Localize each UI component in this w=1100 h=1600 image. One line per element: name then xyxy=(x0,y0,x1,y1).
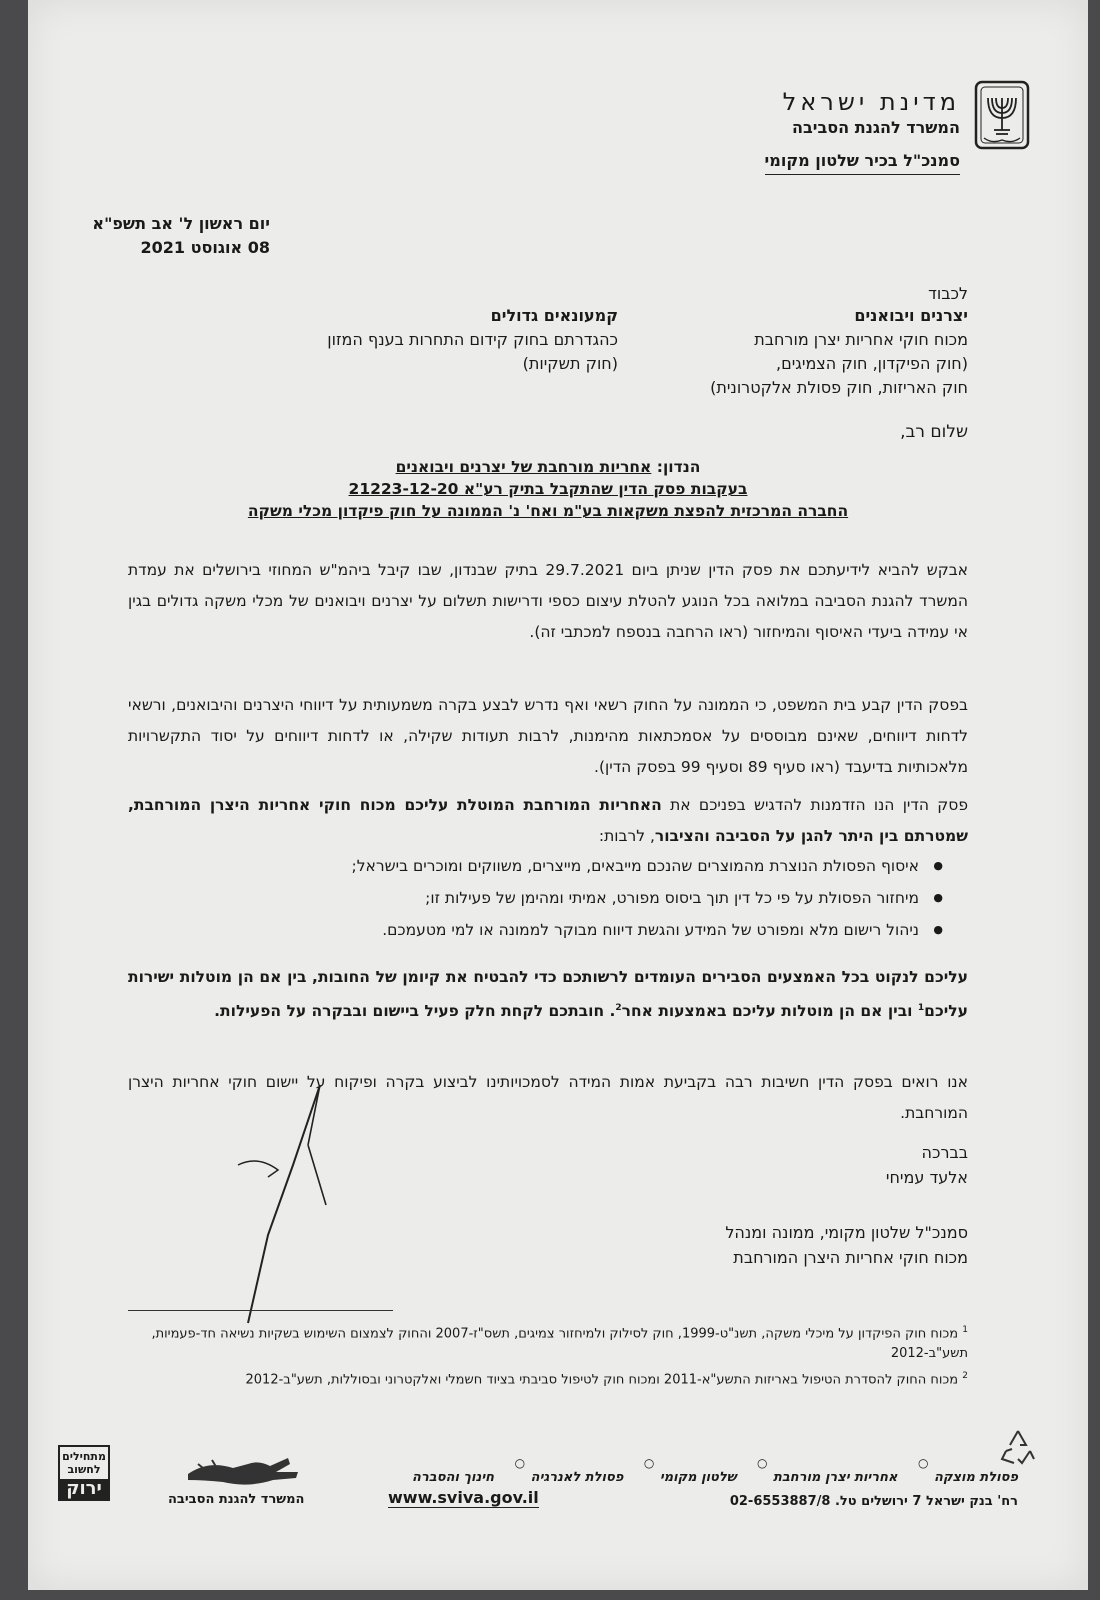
paragraph-4-text: עליכם לנקוט בכל האמצעים הסבירים העומדים לרשותכם כדי להבטיח את קיומן של החובות, בין אם הן מוטלות ישירות עליכם xyxy=(128,968,968,1021)
logo-top-text: מתחילים לחשוב xyxy=(62,1450,106,1476)
footnote-2-number: 2 xyxy=(962,1371,968,1381)
paragraph-1: אבקש להביא לידיעתכם את פסק הדין שניתן ביום 29.7.2021 בתיק שבנדון, שבו קיבל ביהמ"ש המחוזי בירושלים את עמדת המשרד להגנת הסביבה במלואה בכל הנוגע להטלת עיצום כספי ודרישות תשלום על יצרנים ויבואנים של מכלי משקה גדולים בגין אי עמידה ביעדי האיסוף והמיחזור (ראו הרחבה בנספח למכתבי זה). xyxy=(128,561,969,641)
signer-name: אלעד עמיחי xyxy=(885,1168,968,1187)
footnote-1-text: מכוח חוק הפיקדון על מיכלי משקה, תשנ"ט-1999, חוק לסילוק ולמיחזור צמיגים, תשס"ז-2007 והחוק לצמצום השימוש בשקיות נשיאה חד-פעמיות, תשע"ב-2012 xyxy=(151,1326,968,1362)
recipients-retailers-line: כהגדרתם בחוק קידום התחרות בענף המזון xyxy=(327,330,618,349)
footnote-1-number: 1 xyxy=(962,1325,968,1335)
subject-line-1: אחריות מורחבת של יצרנים ויבואנים xyxy=(395,458,652,476)
green-campaign-logo xyxy=(58,1445,110,1501)
recipients-producers xyxy=(688,304,968,400)
subject-line-2: בעקבות פסק הדין שהתקבל בתיק רע"א 21223-12-20 xyxy=(348,480,748,498)
signer-title-2: מכוח חוקי אחריות היצרן המורחבת xyxy=(733,1248,968,1267)
paragraph-5: אנו רואים בפסק הדין חשיבות רבה בקביעת אמות המידה לסמכויותינו לביצוע בקרה ופיקוח על יישום חוקי אחריות היצרן המורחבת. xyxy=(128,1073,968,1122)
footer-website-link[interactable]: www.sviva.gov.il xyxy=(388,1488,539,1507)
footnote-divider xyxy=(128,1310,393,1311)
subject-prefix: הנדון: xyxy=(651,458,701,476)
footer-topic: פסולת לאנרגיה ○ xyxy=(531,1470,624,1485)
paragraph-2: בפסק הדין קבע בית המשפט, כי הממונה על החוק רשאי ואף נדרש לבצע בקרה משמעותית על דיווחי היצרנים והיבואנים, ורשאי לדחות דיווחים, שאינם מבוססים על אסמכתאות מהימנות, לרבות תעודות שקילה, או לדחות דיווחים על יסוד התקשרויות מלאכותיות בדיעבד (ראו סעיף 89 וסעיף 99 בפסק הדין). xyxy=(128,696,968,776)
greeting: שלום רב, xyxy=(900,422,968,442)
letter-date xyxy=(50,212,270,260)
ministry-name: המשרד להגנת הסביבה xyxy=(792,118,960,137)
paragraph-3-text: פסק הדין הנו הזדמנות להדגיש בפניכם את xyxy=(661,796,968,814)
footer-topic: חינוך והסברה xyxy=(412,1470,495,1485)
footnote-ref-2: 2 xyxy=(615,1003,622,1013)
recipients-producers-line: (חוק הפיקדון, חוק הצמיגים, xyxy=(775,354,968,373)
paragraph-4 xyxy=(128,962,968,1027)
recipients-retailers xyxy=(238,304,618,376)
footer-topic: פסולת מוצקה ○ xyxy=(934,1470,1018,1485)
footnote-1 xyxy=(128,1320,968,1364)
addressee-to: לכבוד xyxy=(928,284,968,303)
paragraph-3-bold: האחריות המורחבת המוטלת עליכם מכוח חוקי אחריות היצרן המורחבת, שמטרתם בין היתר להגן על הסביבה והציבור xyxy=(128,796,968,845)
footer-topic: אחריות יצרן מורחבת ○ xyxy=(773,1470,897,1485)
date-gregorian: 08 אוגוסט 2021 xyxy=(140,238,270,257)
paragraph-4-text: . חובתכם לקחת חלק פעיל ביישום ובבקרה על הפעילות. xyxy=(214,1002,616,1021)
subject-line-3: החברה המרכזית להפצת משקאות בע"מ ואח' נ' הממונה על חוק פיקדון מכלי משקה xyxy=(247,502,849,520)
list-item: ● מיחזור הפסולת על פי כל דין תוך ביסוס מפורט, אמיתי ומהימן של פעילות זו; xyxy=(168,882,943,914)
recipients-producers-title: יצרנים ויבואנים xyxy=(854,306,968,325)
paragraph-4-text: ובין אם הן מוטלות עליכם באמצעות אחר xyxy=(621,1002,918,1021)
paragraph-3-tail: , לרבות: xyxy=(598,827,655,845)
recycle-icon xyxy=(996,1425,1040,1469)
recipients-retailers-line: (חוק תשקיות) xyxy=(522,354,618,373)
sender-department: סמנכ"ל בכיר שלטון מקומי xyxy=(765,151,960,175)
recipients-retailers-title: קמעונאים גדולים xyxy=(490,306,618,325)
letter-page xyxy=(28,0,1088,1590)
handwritten-signature xyxy=(208,1085,348,1325)
footnote-2-text: מכוח החוק להסדרת הטיפול באריזות התשע"א-2011 ומכוח חוק לטיפול סביבתי בציוד חשמלי ואלקטרוני ובסוללות, תשע"ב-2012 xyxy=(245,1372,963,1388)
footer-ministry: המשרד להגנת הסביבה xyxy=(168,1492,305,1507)
footer-topics xyxy=(380,1470,1018,1485)
footnote-ref-1: 1 xyxy=(917,1003,925,1013)
logo-bottom-text: ירוק xyxy=(60,1479,108,1499)
subject-block xyxy=(128,456,968,522)
hands-logo-icon xyxy=(178,1450,308,1490)
menorah-emblem-icon xyxy=(974,80,1030,150)
recipients-producers-line: חוק האריזות, חוק פסולת אלקטרונית) xyxy=(710,378,968,397)
closing: בברכה xyxy=(921,1143,968,1162)
date-hebrew: יום ראשון ל' אב תשפ"א xyxy=(92,214,270,233)
footer-address: רח' בנק ישראל 7 ירושלים טל. 02-6553887/8 xyxy=(729,1494,1018,1509)
letterhead xyxy=(765,88,960,175)
signature-block xyxy=(725,1140,968,1270)
list-item: ● ניהול רישום מלא ומפורט של המידע והגשת דיווח מבוקר לממונה או למי מטעמכם. xyxy=(168,914,943,946)
signer-title: סמנכ"ל שלטון מקומי, ממונה ומנהל xyxy=(725,1223,968,1242)
footer-topic: שלטון מקומי ○ xyxy=(660,1470,737,1485)
footnote-2 xyxy=(128,1366,968,1390)
state-name: מדינת ישראל xyxy=(782,88,960,116)
paragraph-3 xyxy=(128,790,968,852)
obligations-list xyxy=(168,850,943,946)
list-item: ● איסוף הפסולת הנוצרת מהמוצרים שהנכם מייבאים, מייצרים, משווקים ומוכרים בישראל; xyxy=(168,850,943,882)
recipients-producers-line: מכוח חוקי אחריות יצרן מורחבת xyxy=(754,330,968,349)
